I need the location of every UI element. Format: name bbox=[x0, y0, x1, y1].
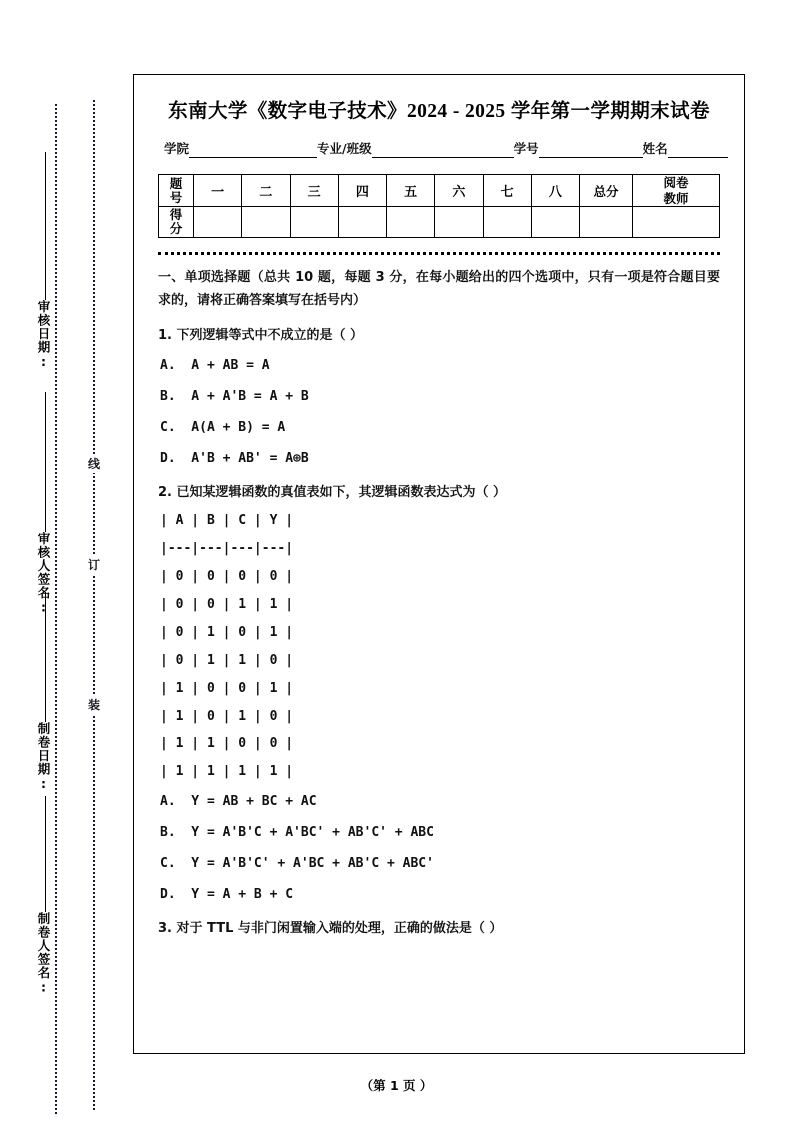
score-table-value-row bbox=[159, 207, 720, 238]
review-date-label: 审核日期: bbox=[36, 300, 51, 370]
row-label-number-b: 号 bbox=[169, 189, 183, 205]
dashed-line-inner bbox=[93, 100, 95, 1110]
score-col-6: 六 bbox=[435, 175, 483, 207]
fold-mark-bind: 订 bbox=[84, 556, 104, 574]
score-col-3: 三 bbox=[290, 175, 338, 207]
score-value-5[interactable] bbox=[387, 207, 435, 238]
question-2-option-a[interactable]: A. Y = AB + BC + AC bbox=[160, 794, 317, 810]
fold-mark-line: 线 bbox=[84, 455, 104, 473]
binding-margin-area bbox=[0, 0, 130, 1122]
name-field[interactable] bbox=[668, 142, 728, 158]
score-table-header-row bbox=[159, 175, 720, 207]
truth-table-row: | 1 | 1 | 1 | 1 | bbox=[160, 764, 294, 780]
row-label-score-b: 分 bbox=[169, 221, 183, 237]
truth-table-divider: |---|---|---|---| bbox=[160, 541, 294, 557]
score-value-2[interactable] bbox=[242, 207, 290, 238]
page-title: 东南大学《数字电子技术》2024 - 2025 学年第一学期期末试卷 bbox=[168, 101, 710, 122]
fold-mark-seal: 装 bbox=[84, 696, 104, 714]
score-value-4[interactable] bbox=[338, 207, 386, 238]
question-2-stem: 2. 已知某逻辑函数的真值表如下，其逻辑函数表达式为（ ） bbox=[158, 484, 507, 500]
question-number-row-label bbox=[159, 175, 194, 207]
score-value-8[interactable] bbox=[531, 207, 579, 238]
marking-teacher-label bbox=[633, 175, 720, 207]
truth-table-row: | 1 | 0 | 0 | 1 | bbox=[160, 680, 294, 696]
question-1-option-b[interactable]: B. A + A'B = A + B bbox=[160, 389, 309, 405]
paper-date-label: 制卷日期: bbox=[36, 722, 51, 792]
score-col-1: 一 bbox=[194, 175, 242, 207]
marking-teacher-label-line2: 教师 bbox=[663, 190, 689, 206]
row-label-score-a: 得 bbox=[169, 207, 183, 223]
question-1-option-c[interactable]: C. A(A + B) = A bbox=[160, 420, 286, 436]
college-label: 学院 bbox=[164, 141, 190, 156]
score-value-7[interactable] bbox=[483, 207, 531, 238]
dashed-line-outer bbox=[55, 104, 57, 1114]
question-1-stem: 1. 下列逻辑等式中不成立的是（ ） bbox=[158, 327, 364, 343]
student-id-label: 学号 bbox=[513, 141, 539, 156]
major-field[interactable] bbox=[372, 142, 514, 158]
score-col-2: 二 bbox=[242, 175, 290, 207]
question-2-option-b[interactable]: B. Y = A'B'C + A'BC' + AB'C' + ABC bbox=[160, 825, 434, 841]
truth-table-row: | 0 | 1 | 1 | 0 | bbox=[160, 652, 294, 668]
student-id-field[interactable] bbox=[539, 142, 643, 158]
paper-signature-rule bbox=[45, 796, 46, 912]
question-1-option-a[interactable]: A. A + AB = A bbox=[160, 358, 270, 374]
question-2-option-d[interactable]: D. Y = A + B + C bbox=[160, 886, 294, 902]
marking-teacher-label-line1: 阅卷 bbox=[663, 175, 689, 190]
score-col-5: 五 bbox=[387, 175, 435, 207]
student-info-line bbox=[164, 139, 722, 158]
truth-table-row: | 0 | 0 | 1 | 1 | bbox=[160, 597, 294, 613]
reviewer-signature-rule bbox=[45, 392, 46, 532]
row-label-number: 题 bbox=[169, 175, 183, 191]
truth-table-row: | 0 | 0 | 0 | 0 | bbox=[160, 569, 294, 585]
question-2-option-c[interactable]: C. Y = A'B'C' + A'BC + AB'C + ABC' bbox=[160, 855, 434, 871]
truth-table-row: | 1 | 0 | 1 | 0 | bbox=[160, 708, 294, 724]
score-col-7: 七 bbox=[483, 175, 531, 207]
name-label: 姓名 bbox=[642, 141, 668, 156]
total-value[interactable] bbox=[580, 207, 633, 238]
score-value-1[interactable] bbox=[194, 207, 242, 238]
marking-teacher-value[interactable] bbox=[633, 207, 720, 238]
paper-signature-label: 制卷人签名: bbox=[36, 912, 51, 996]
score-value-6[interactable] bbox=[435, 207, 483, 238]
truth-table-row: | 1 | 1 | 0 | 0 | bbox=[160, 736, 294, 752]
exam-paper-box bbox=[133, 74, 745, 1054]
page-footer: （第 1 页 ） bbox=[360, 1078, 433, 1093]
review-date-rule bbox=[45, 152, 46, 300]
section-heading: 一、单项选择题（总共 10 题，每题 3 分，在每小题给出的四个选项中，只有一项是符合题目要求的，请将正确答案填写在括号内） bbox=[158, 270, 720, 308]
question-content bbox=[134, 255, 744, 938]
truth-table-row: | 0 | 1 | 0 | 1 | bbox=[160, 624, 294, 640]
college-field[interactable] bbox=[189, 142, 317, 158]
question-1-option-d[interactable]: D. A'B + AB' = A⊕B bbox=[160, 451, 309, 466]
question-3-stem: 3. 对于 TTL 与非门闲置输入端的处理，正确的做法是（ ） bbox=[158, 920, 503, 936]
score-col-8: 八 bbox=[531, 175, 579, 207]
paper-date-rule bbox=[45, 592, 46, 722]
score-value-3[interactable] bbox=[290, 207, 338, 238]
truth-table-header: | A | B | C | Y | bbox=[160, 513, 294, 529]
total-label: 总分 bbox=[580, 175, 633, 207]
major-label: 专业/班级 bbox=[317, 141, 372, 156]
score-table bbox=[158, 174, 720, 238]
reviewer-signature-label: 审核人签名: bbox=[36, 532, 51, 616]
score-col-4: 四 bbox=[338, 175, 386, 207]
score-row-label bbox=[159, 207, 194, 238]
